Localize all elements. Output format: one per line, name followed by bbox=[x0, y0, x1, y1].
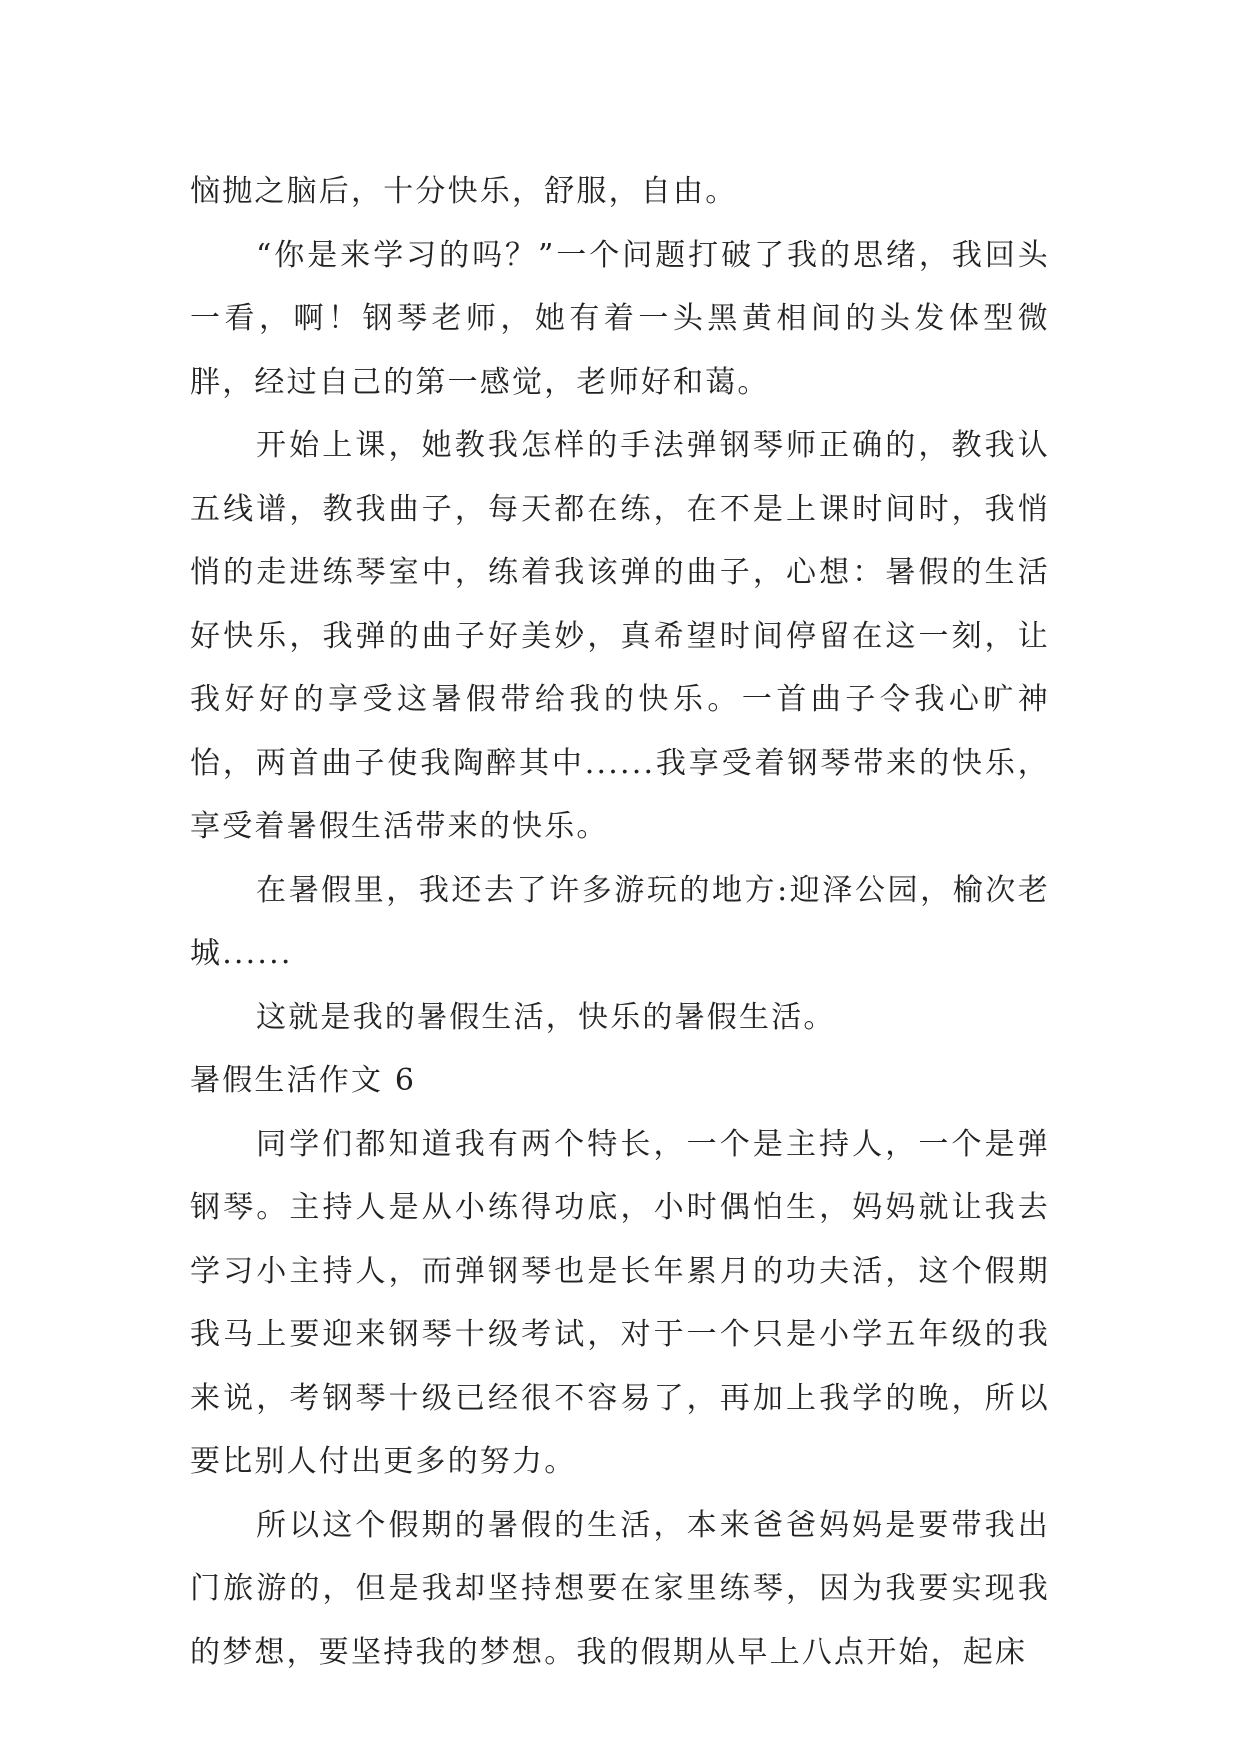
paragraph: “你是来学习的吗？”一个问题打破了我的思绪，我回头一看，啊！钢琴老师，她有着一头黑黄相间的头发体型微胖，经过自己的第一感觉，老师好和蔼。 bbox=[190, 237, 1050, 400]
paragraph-continuation: 恼抛之脑后，十分快乐，舒服，自由。 bbox=[190, 174, 738, 209]
paragraph: 开始上课，她教我怎样的手法弹钢琴师正确的，教我认五线谱，教我曲子，每天都在练，在不是上课时间时，我悄悄的走进练琴室中，练着我该弹的曲子，心想：暑假的生活好快乐，我弹的曲子好美妙，真希望时间停留在这一刻，让我好好的享受这暑假带给我的快乐。一首曲子令我心旷神怡，两首曲子使我陶醉其中......我享受着钢琴带来的快乐，享受着暑假生活带来的快乐。 bbox=[190, 428, 1050, 844]
paragraph: 这就是我的暑假生活，快乐的暑假生活。 bbox=[256, 999, 836, 1035]
paragraph: 在暑假里，我还去了许多游玩的地方:迎泽公园，榆次老城...... bbox=[190, 872, 1050, 971]
paragraph: 所以这个假期的暑假的生活，本来爸爸妈妈是要带我出门旅游的，但是我却坚持想要在家里练琴，因为我要实现我的梦想，要坚持我的梦想。我的假期从早上八点开始，起床 bbox=[190, 1507, 1050, 1670]
document-body bbox=[190, 160, 1050, 1684]
paragraph: 同学们都知道我有两个特长，一个是主持人，一个是弹钢琴。主持人是从小练得功底，小时偶怕生，妈妈就让我去学习小主持人，而弹钢琴也是长年累月的功夫活，这个假期我马上要迎来钢琴十级考试，对于一个只是小学五年级的我来说，考钢琴十级已经很不容易了，再加上我学的晚，所以要比别人付出更多的努力。 bbox=[190, 1126, 1050, 1479]
section-heading: 暑假生活作文 6 bbox=[190, 1063, 417, 1098]
